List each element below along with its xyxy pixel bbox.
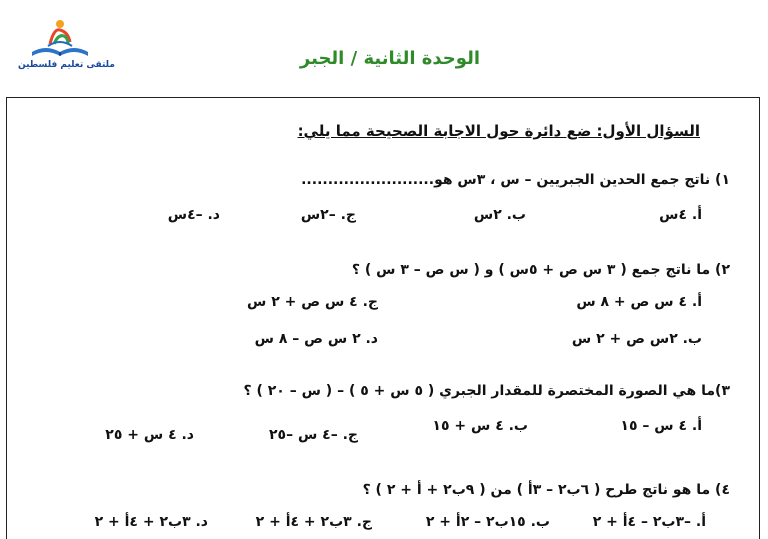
question-1-option-b[interactable]: ب. ٢س [473, 207, 526, 223]
question-2-text: ٢) ما ناتج جمع ( ٣ س ص + ٥س ) و ( س ص – ٣ س ) ؟ [351, 262, 730, 278]
question-2-option-a[interactable]: أ. ٤ س ص + ٨ س [576, 294, 702, 310]
frame-border-left [6, 97, 7, 539]
question-1-text: ١) ناتج جمع الحدين الجبريين – س ، ٣س هو......................... [301, 172, 730, 188]
logo-text: ملتقى تعليم فلسطين [18, 60, 115, 70]
question-3-option-a[interactable]: أ. ٤ س – ١٥ [620, 418, 702, 434]
question-3-text: ٣)ما هي الصورة المختصرة للمقدار الجبري ( ٥ س + ٥ ) – ( س – ٢٠ ) ؟ [243, 383, 730, 399]
question-2-option-c[interactable]: ج. ٤ س ص + ٢ س [247, 294, 378, 310]
unit-title: الوحدة الثانية / الجبر [299, 48, 480, 69]
question-3-option-c[interactable]: ج. –٤ س –٢٥ [268, 427, 358, 443]
question-4-text: ٤) ما هو ناتج طرح ( ٦ب٢ – ٣أ ) من ( ٩ب٢ + أ + ٢ ) ؟ [362, 482, 730, 498]
question-3-option-d[interactable]: د. ٤ س + ٢٥ [105, 427, 194, 443]
question-1-option-d[interactable]: د. –٤س [167, 207, 220, 223]
frame-border-right [759, 97, 760, 539]
book-logo-icon [18, 16, 102, 62]
question-4-option-c[interactable]: ج. ٣ب٢ + ٤أ + ٢ [255, 514, 372, 530]
question-1-option-c[interactable]: ج. –٢س [300, 207, 356, 223]
question-4-option-d[interactable]: د. ٣ب٢ + ٤أ + ٢ [94, 514, 208, 530]
frame-border-top [6, 97, 760, 98]
question-4-option-a[interactable]: أ. –٣ب٢ – ٤أ + ٢ [592, 514, 706, 530]
question-1-option-a[interactable]: أ. ٤س [659, 207, 702, 223]
question-2-option-d[interactable]: د. ٢ س ص – ٨ س [254, 331, 378, 347]
question-2-option-b[interactable]: ب. ٢س ص + ٢ س [571, 331, 702, 347]
section-heading: السؤال الأول: ضع دائرة حول الاجابة الصحيحة مما يلي: [297, 122, 700, 140]
question-4-option-b[interactable]: ب. ١٥ب٢ – ٢أ + ٢ [425, 514, 550, 530]
question-3-option-b[interactable]: ب. ٤ س + ١٥ [432, 418, 528, 434]
logo [18, 16, 115, 74]
